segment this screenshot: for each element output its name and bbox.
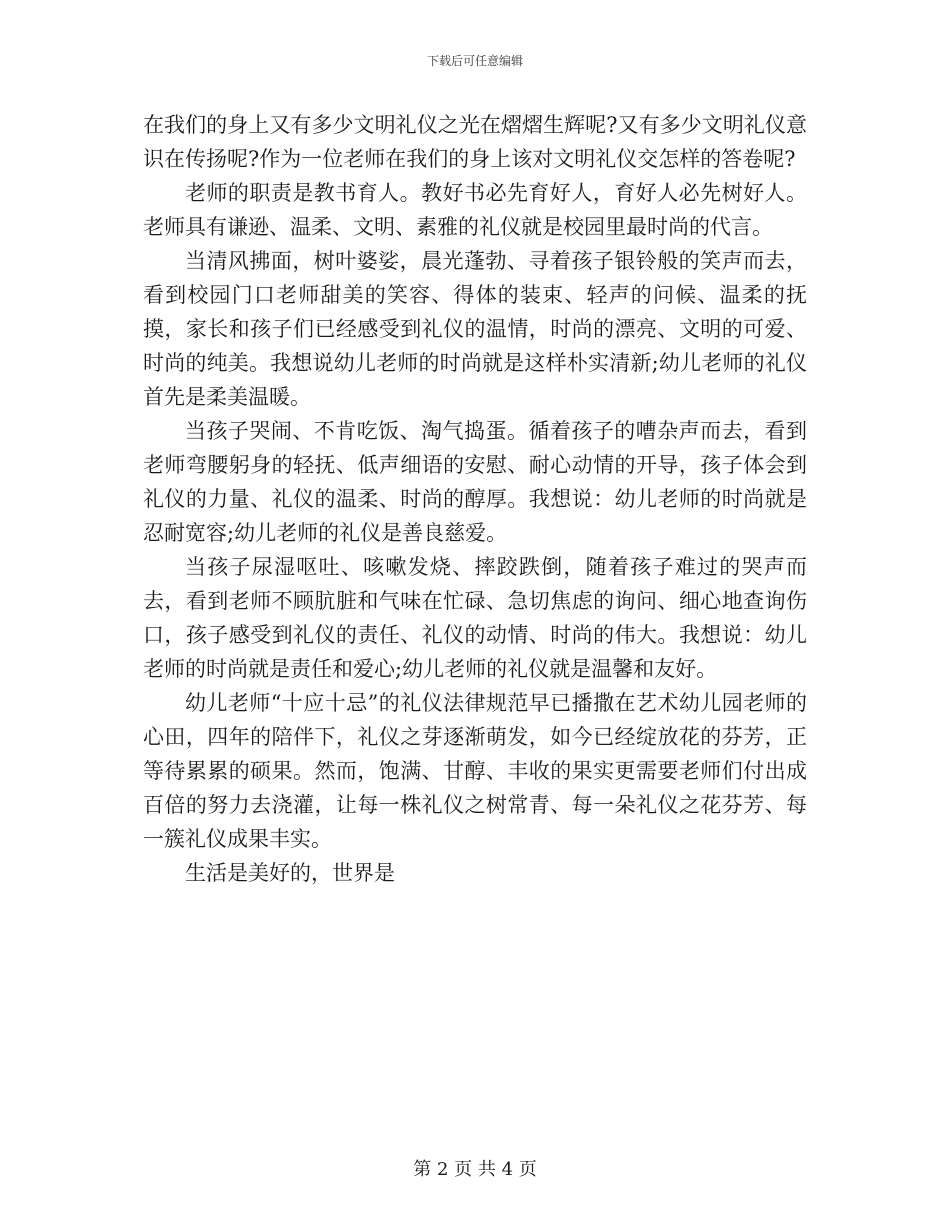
page-number-footer: 第 2 页 共 4 页 <box>413 1159 537 1180</box>
paragraph-trailing: 生活是美好的，世界是 <box>185 861 395 885</box>
paragraph: 当孩子哭闹、不肯吃饭、淘气捣蛋。循着孩子的嘈杂声而去，看到老师弯腰躬身的轻抚、低声细语的安慰、耐心动情的开导，孩子体会到礼仪的力量、礼仪的温柔、时尚的醇厚。我想说：幼儿老师的时尚就是忍耐宽容;幼儿老师的礼仪是善良慈爱。 <box>143 419 807 545</box>
paragraph: 幼儿老师“十应十忌”的礼仪法律规范早已播撒在艺术幼儿园老师的心田，四年的陪伴下，礼仪之芽逐渐萌发，如今已经绽放花的芬芳，正等待累累的硕果。然而，饱满、甘醇、丰收的果实更需要老师们付出成百倍的努力去浇灌，让每一株礼仪之树常青、每一朵礼仪之花芬芳、每一簇礼仪成果丰实。 <box>143 691 807 851</box>
page-header-note: 下载后可任意编辑 <box>426 54 523 68</box>
document-body <box>143 108 807 890</box>
paragraph-continuation: 在我们的身上又有多少文明礼仪之光在熠熠生辉呢?又有多少文明礼仪意识在传扬呢?作为一位老师在我们的身上该对文明礼仪交怎样的答卷呢? <box>143 113 807 171</box>
paragraph: 当清风拂面，树叶婆娑，晨光蓬勃、寻着孩子银铃般的笑声而去，看到校园门口老师甜美的笑容、得体的装束、轻声的问候、温柔的抚摸，家长和孩子们已经感受到礼仪的温情，时尚的漂亮、文明的可爱、时尚的纯美。我想说幼儿老师的时尚就是这样朴实清新;幼儿老师的礼仪首先是柔美温暖。 <box>143 249 807 409</box>
paragraph: 当孩子尿湿呕吐、咳嗽发烧、摔跤跌倒，随着孩子难过的哭声而去，看到老师不顾肮脏和气味在忙碌、急切焦虑的询问、细心地查询伤口，孩子感受到礼仪的责任、礼仪的动情、时尚的伟大。我想说：幼儿老师的时尚就是责任和爱心;幼儿老师的礼仪就是温馨和友好。 <box>143 555 807 681</box>
paragraph: 老师的职责是教书育人。教好书必先育好人，育好人必先树好人。老师具有谦逊、温柔、文明、素雅的礼仪就是校园里最时尚的代言。 <box>143 181 807 239</box>
